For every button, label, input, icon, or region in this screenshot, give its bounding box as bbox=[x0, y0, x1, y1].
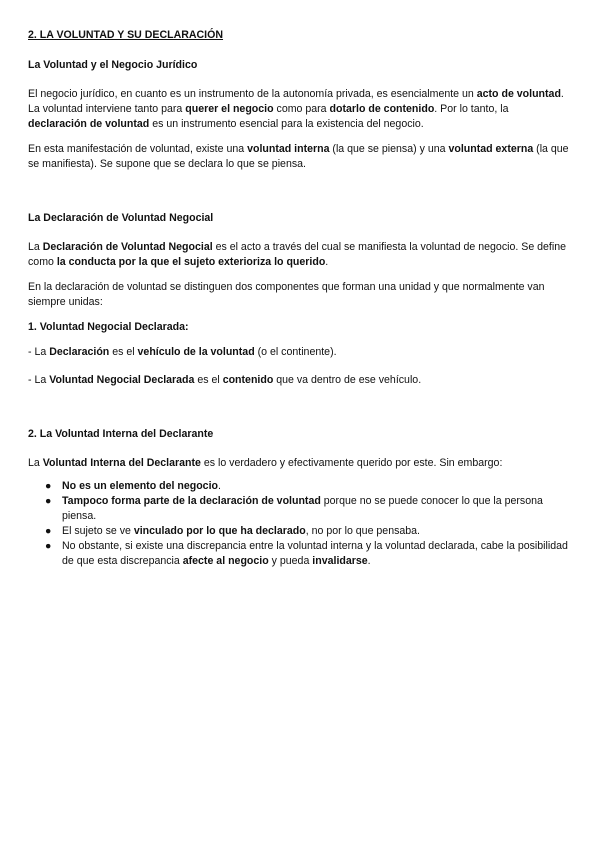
line-declaracion-vehiculo: - La Declaración es el vehículo de la voluntad (o el continente). bbox=[28, 346, 337, 358]
paragraph-declaracion-definicion: La Declaración de Voluntad Negocial es el acto a través del cual se manifiesta la voluntad de negocio. Se define como la conducta por la que el sujeto exterioriza lo querido. bbox=[28, 241, 567, 268]
list-item: ● No obstante, si existe una discrepancia entre la voluntad interna y la voluntad declarada, cabe la posibilidad de que esta discrepancia afecte al negocio y pueda invalidarse. bbox=[45, 540, 568, 567]
document-title: 2. LA VOLUNTAD Y SU DECLARACIÓN bbox=[28, 29, 224, 41]
subheading-voluntad-negocial-declarada: 1. Voluntad Negocial Declarada: bbox=[28, 321, 189, 333]
bullet-icon: ● bbox=[45, 495, 52, 507]
bullet-icon: ● bbox=[45, 480, 52, 492]
line-voluntad-contenido: - La Voluntad Negocial Declarada es el contenido que va dentro de ese vehículo. bbox=[28, 374, 422, 386]
section-heading-declaracion: La Declaración de Voluntad Negocial bbox=[28, 212, 214, 224]
list-item: ● Tampoco forma parte de la declaración de voluntad porque no se puede conocer lo que la persona piensa. bbox=[45, 495, 543, 522]
paragraph-componentes: En la declaración de voluntad se distinguen dos componentes que forman una unidad y que normalmente van siempre unidas: bbox=[28, 281, 545, 308]
bullet-icon: ● bbox=[45, 525, 52, 537]
list-item: ● No es un elemento del negocio. bbox=[45, 480, 221, 492]
paragraph-voluntad-interna: La Voluntad Interna del Declarante es lo verdadero y efectivamente querido por este. Sin embargo: bbox=[28, 457, 503, 469]
spacer bbox=[28, 182, 570, 211]
section-heading-voluntad-negocio: La Voluntad y el Negocio Jurídico bbox=[28, 59, 198, 71]
list-item: ● El sujeto se ve vinculado por lo que ha declarado, no por lo que pensaba. bbox=[45, 525, 420, 537]
bullet-icon: ● bbox=[45, 540, 52, 552]
spacer bbox=[28, 398, 570, 427]
paragraph-voluntad-interna-externa: En esta manifestación de voluntad, existe una voluntad interna (la que se piensa) y una voluntad externa (la que se manifiesta). Se supone que se declara lo que se piensa. bbox=[28, 143, 569, 170]
paragraph-negocio-juridico: El negocio jurídico, en cuanto es un instrumento de la autonomía privada, es esencialmente un acto de voluntad. La voluntad interviene tanto para querer el negocio como para dotarlo de contenido. Por lo tanto, la declaración de voluntad es un instrumento esencial para la existencia del negocio. bbox=[28, 88, 564, 130]
bullet-list bbox=[28, 479, 570, 569]
section-heading-voluntad-interna: 2. La Voluntad Interna del Declarante bbox=[28, 428, 214, 440]
